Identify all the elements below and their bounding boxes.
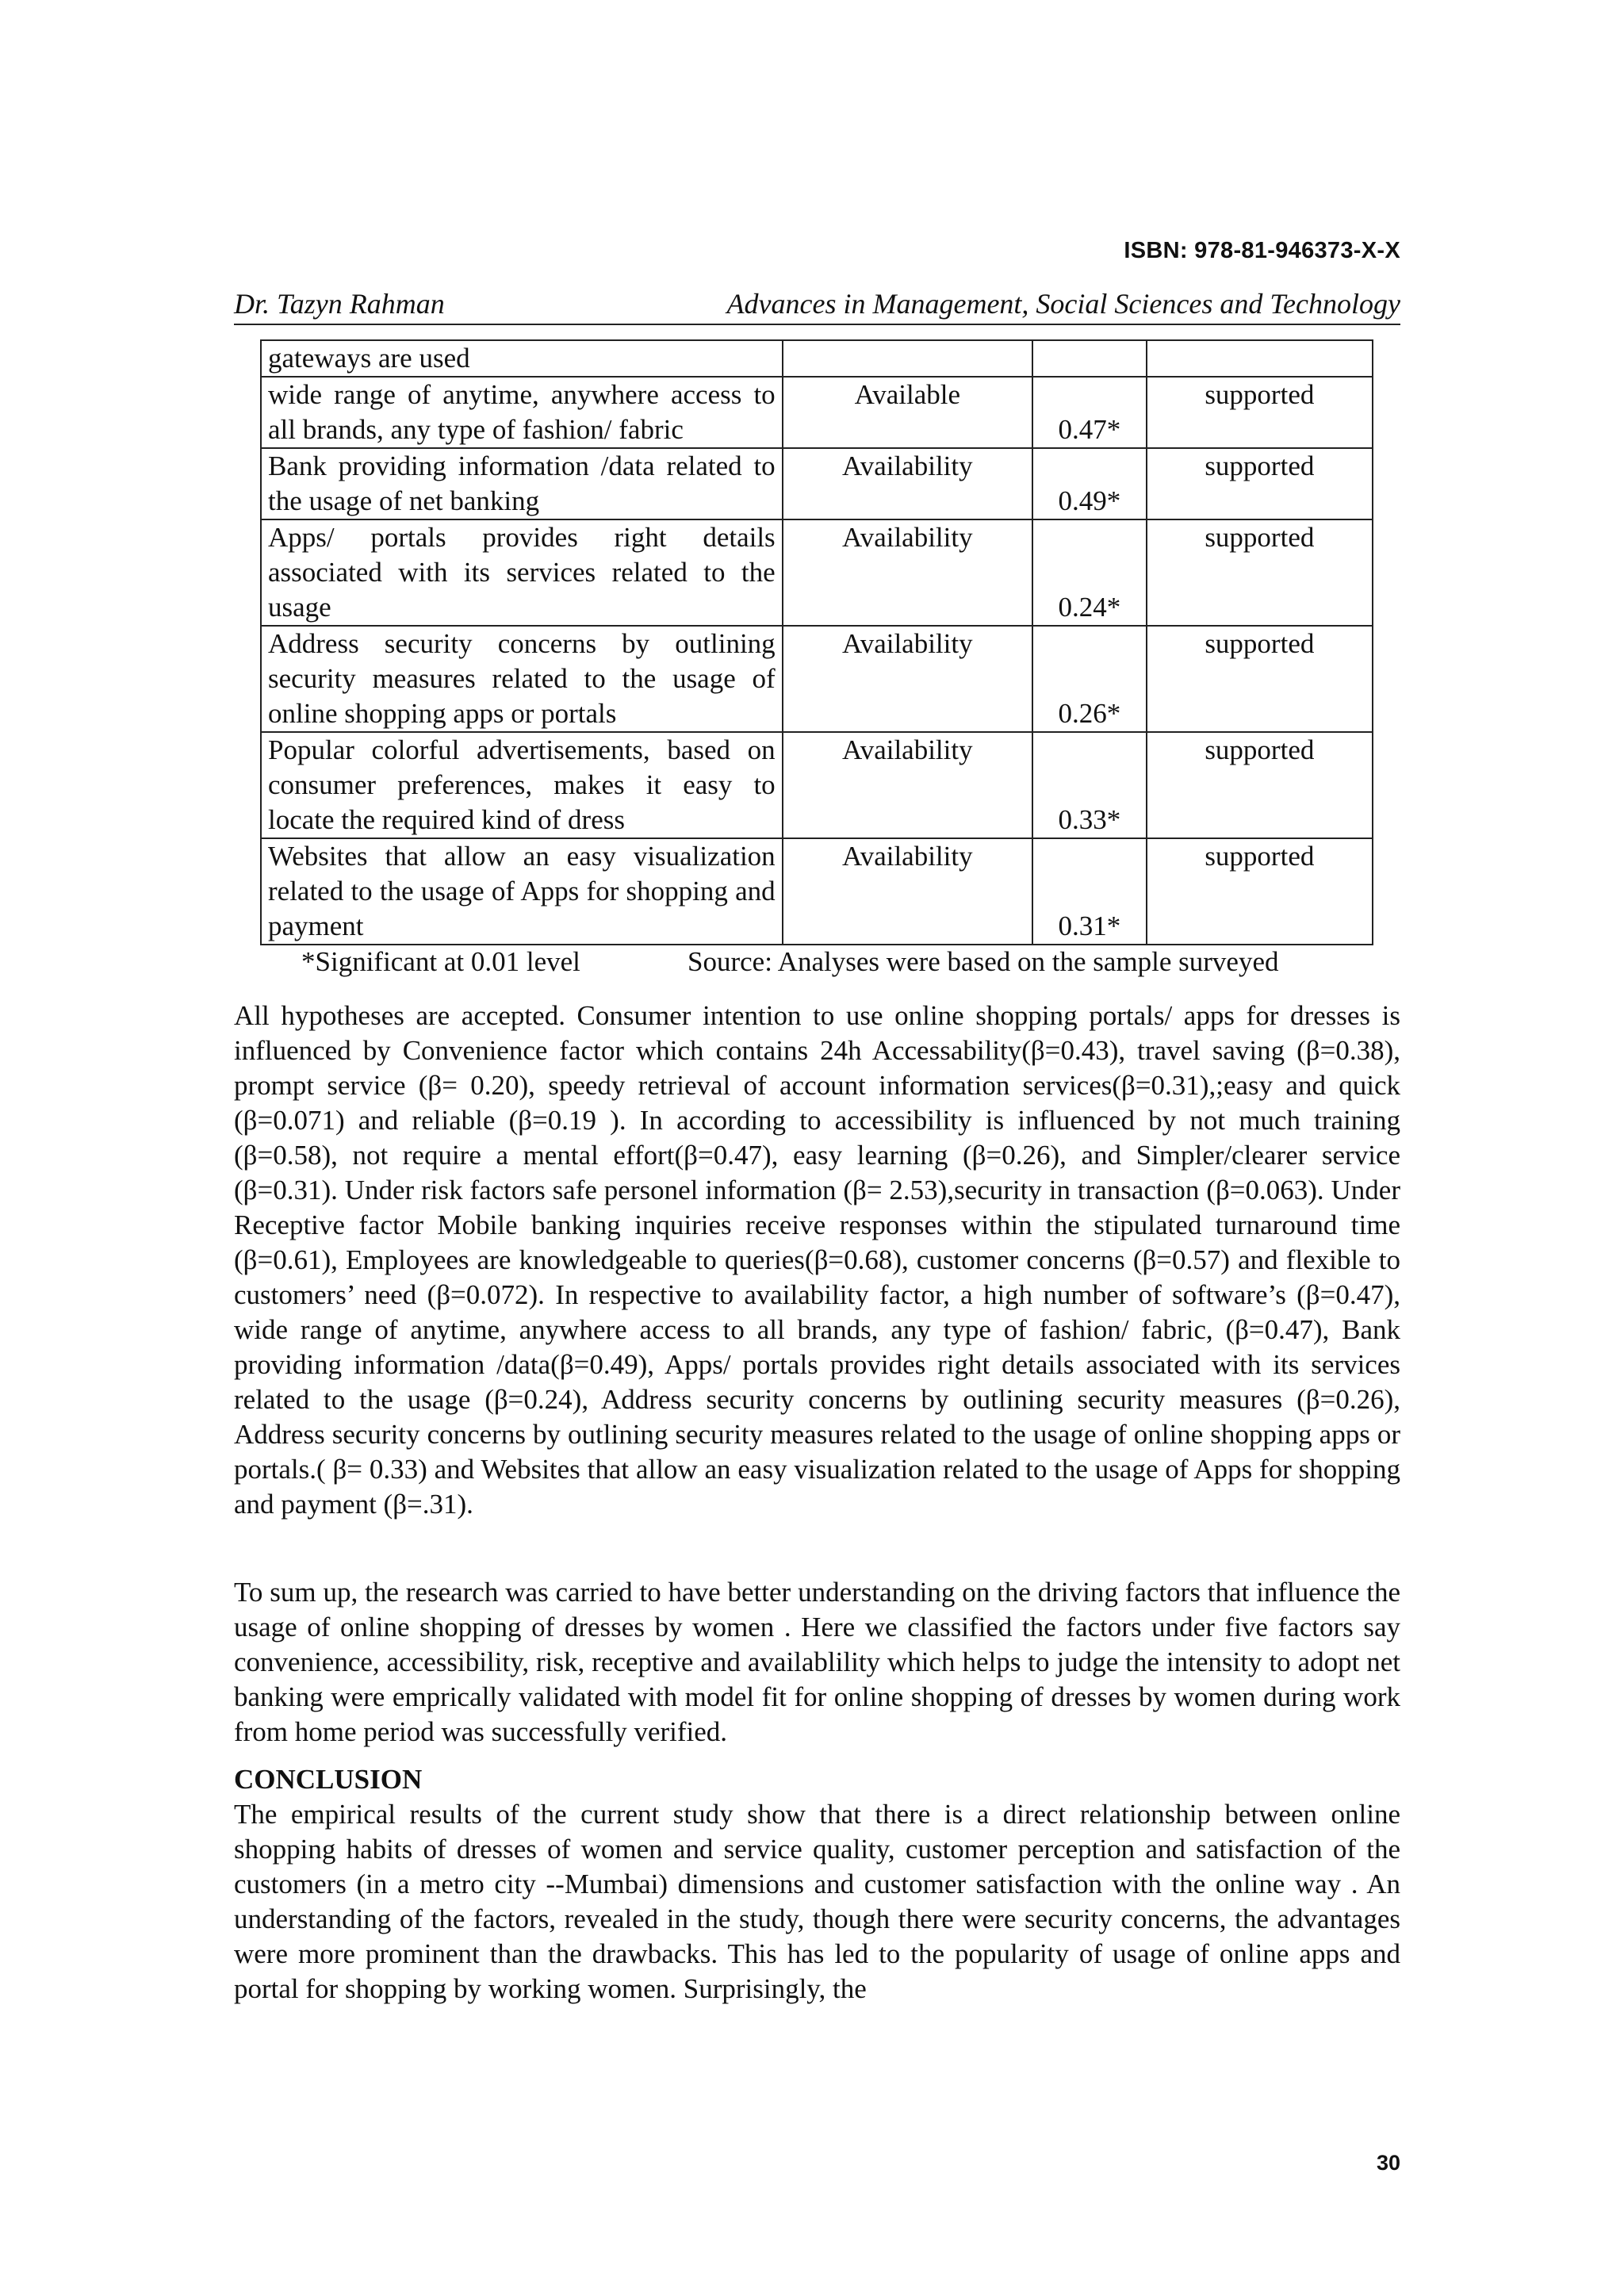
results-discussion-paragraph [234, 999, 1400, 1522]
source-note: Source: Analyses were based on the sample surveyed [688, 946, 1279, 977]
factor-description: Apps/ portals provides right details associated with its services related to the usage [261, 519, 783, 626]
hypothesis-result: supported [1147, 626, 1373, 732]
beta-value [1032, 340, 1147, 377]
author-name: Dr. Tazyn Rahman [234, 288, 445, 320]
hypothesis-result: supported [1147, 838, 1373, 945]
factor-description: Websites that allow an easy visualization related to the usage of Apps for shopping and payment [261, 838, 783, 945]
paragraph-text: To sum up, the research was carried to have better understanding on the driving factors that influence the usage of online shopping of dresses by women . Here we classified the factors under five factors say convenience, accessibility, risk, receptive and availablility which helps to judge the intensity to adopt net banking were emprically validated with model fit for online shopping of dresses by women during work from home period was successfully verified. [234, 1577, 1400, 1747]
book-title: Advances in Management, Social Sciences and Technology [726, 288, 1400, 320]
conclusion-section [234, 1762, 1400, 2007]
hypothesis-result: supported [1147, 377, 1373, 448]
factor-category: Availability [783, 519, 1032, 626]
table-row [261, 377, 1373, 448]
factor-category: Availability [783, 448, 1032, 519]
beta-value: 0.49* [1032, 448, 1147, 519]
beta-value: 0.24* [1032, 519, 1147, 626]
factor-description: Bank providing information /data related to the usage of net banking [261, 448, 783, 519]
table-row [261, 340, 1373, 377]
section-heading: CONCLUSION [234, 1764, 423, 1795]
paragraph-text: All hypotheses are accepted. Consumer intention to use online shopping portals/ apps for dresses is influenced by Convenience factor which contains 24h Accessability(β=0.43), travel saving (β=0.38), prompt service (β= 0.20), speedy retrieval of account information services(β=0.31),;easy and quick (β=0.071) and reliable (β=0.19 ). In according to accessibility is influenced by not much training (β=0.58), not require a mental effort(β=0.47), easy learning (β=0.26), and Simpler/clearer service (β=0.31). Under risk factors safe personel information (β= 2.53),security in transaction (β=0.063). Under Receptive factor Mobile banking inquiries receive responses within the stipulated turnaround time (β=0.61), Employees are knowledgeable to queries(β=0.68), customer concerns (β=0.57) and flexible to customers’ need (β=0.072). In respective to availability factor, a high number of software’s (β=0.47), wide range of anytime, anywhere access to all brands, any type of fashion/ fabric, (β=0.47), Bank providing information /data(β=0.49), Apps/ portals provides right details associated with its services related to the usage (β=0.24), Address security concerns by outlining security measures (β=0.26), Address security concerns by outlining security measures related to the usage of online shopping apps or portals.( β= 0.33) and Websites that allow an easy visualization related to the usage of Apps for shopping and payment (β=.31). [234, 1000, 1400, 1520]
factor-description: wide range of anytime, anywhere access to all brands, any type of fashion/ fabric [261, 377, 783, 448]
factor-category [783, 340, 1032, 377]
beta-value: 0.33* [1032, 732, 1147, 838]
table-row [261, 732, 1373, 838]
factor-category: Availability [783, 626, 1032, 732]
hypothesis-result: supported [1147, 732, 1373, 838]
significance-note: *Significant at 0.01 level [301, 946, 580, 977]
factor-category: Availability [783, 838, 1032, 945]
summary-paragraph [234, 1575, 1400, 1750]
factor-description: Popular colorful advertisements, based on consumer preferences, makes it easy to locate the required kind of dress [261, 732, 783, 838]
table-row [261, 519, 1373, 626]
table-row [261, 626, 1373, 732]
hypothesis-results-table [260, 339, 1373, 945]
beta-value: 0.47* [1032, 377, 1147, 448]
factor-description: gateways are used [261, 340, 783, 377]
page-number: 30 [1376, 2151, 1400, 2175]
beta-value: 0.31* [1032, 838, 1147, 945]
factor-category: Availability [783, 732, 1032, 838]
beta-value: 0.26* [1032, 626, 1147, 732]
running-header [234, 287, 1400, 325]
hypothesis-result [1147, 340, 1373, 377]
hypothesis-result: supported [1147, 519, 1373, 626]
isbn: ISBN: 978-81-946373-X-X [1124, 238, 1400, 263]
hypothesis-result: supported [1147, 448, 1373, 519]
table-row [261, 838, 1373, 945]
paragraph-text: The empirical results of the current study show that there is a direct relationship between online shopping habits of dresses of women and service quality, customer perception and satisfaction of the customers (in a metro city --Mumbai) dimensions and customer satisfaction with the online way . An understanding of the factors, revealed in the study, though there were security concerns, the advantages were more prominent than the drawbacks. This has led to the popularity of usage of online apps and portal for shopping by working women. Surprisingly, the [234, 1799, 1400, 2004]
table-row [261, 448, 1373, 519]
factor-description: Address security concerns by outlining security measures related to the usage of online shopping apps or portals [261, 626, 783, 732]
table-footnote [301, 946, 1332, 978]
factor-category: Available [783, 377, 1032, 448]
